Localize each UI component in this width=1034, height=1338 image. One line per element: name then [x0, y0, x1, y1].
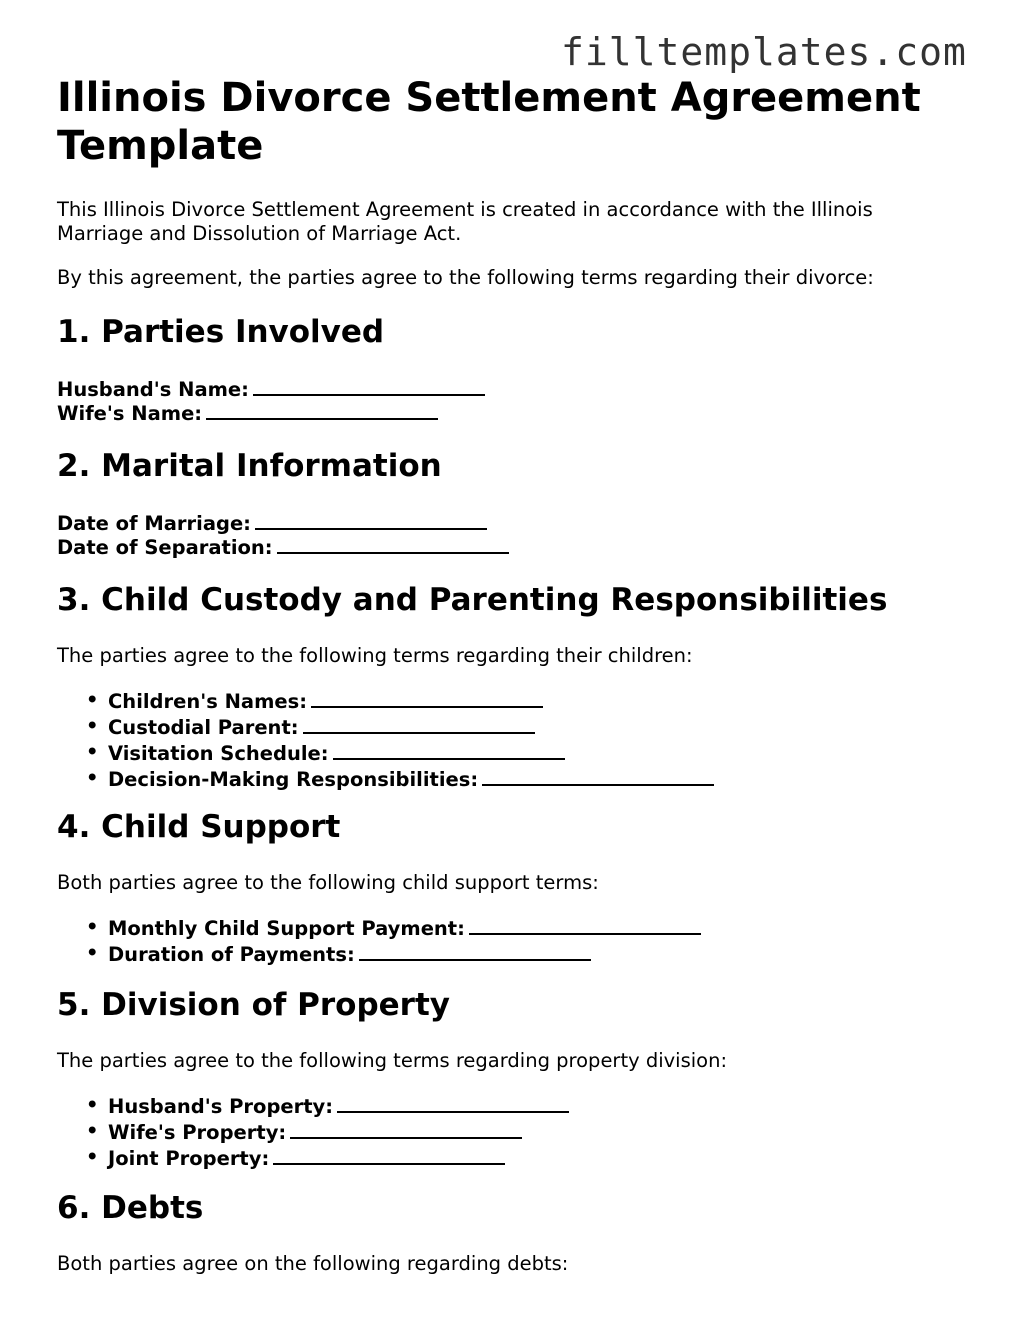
- bullet-icon: •: [86, 766, 99, 789]
- field-husband-name: [57, 376, 485, 402]
- blank-line[interactable]: [333, 740, 565, 760]
- list-item: [57, 1093, 569, 1119]
- field-label: Monthly Child Support Payment:: [108, 917, 465, 940]
- bullet-icon: •: [86, 915, 99, 938]
- blank-line[interactable]: [290, 1119, 522, 1139]
- intro-agreement-text: By this agreement, the parties agree to the following terms regarding their divorce:: [57, 266, 874, 289]
- field-label: Wife's Property:: [108, 1121, 287, 1144]
- list-item: [57, 1145, 569, 1171]
- field-label: Date of Separation:: [57, 536, 273, 559]
- blank-line[interactable]: [253, 376, 485, 396]
- bullet-icon: •: [86, 1119, 99, 1142]
- section-heading-debts: 6. Debts: [57, 1190, 204, 1226]
- bullet-icon: •: [86, 1093, 99, 1116]
- list-item: [57, 915, 701, 941]
- blank-line[interactable]: [273, 1145, 505, 1165]
- field-wife-name: [57, 400, 438, 426]
- field-date-of-marriage: [57, 510, 487, 536]
- bullet-icon: •: [86, 714, 99, 737]
- blank-line[interactable]: [255, 510, 487, 530]
- section-heading-child-support: 4. Child Support: [57, 809, 341, 845]
- field-label: Duration of Payments:: [108, 943, 355, 966]
- list-item: [57, 1119, 569, 1145]
- blank-line[interactable]: [469, 915, 701, 935]
- intro-paragraph: This Illinois Divorce Settlement Agreement is created in accordance with the Illinois Marriage and Dissolution of Marriage Act.: [57, 198, 873, 245]
- list-item: [57, 714, 714, 740]
- watermark-logo: filltemplates.com: [561, 30, 967, 74]
- field-label: Children's Names:: [108, 690, 308, 713]
- field-label: Custodial Parent:: [108, 716, 299, 739]
- field-label: Husband's Property:: [108, 1095, 334, 1118]
- section-heading-custody: 3. Child Custody and Parenting Responsibilities: [57, 582, 888, 618]
- custody-intro-text: The parties agree to the following terms regarding their children:: [57, 644, 693, 667]
- blank-line[interactable]: [359, 941, 591, 961]
- bullet-icon: •: [86, 941, 99, 964]
- property-intro-text: The parties agree to the following terms regarding property division:: [57, 1049, 728, 1072]
- blank-line[interactable]: [206, 400, 438, 420]
- blank-line[interactable]: [482, 766, 714, 786]
- blank-line[interactable]: [337, 1093, 569, 1113]
- support-field-list: [57, 915, 701, 967]
- field-label: Husband's Name:: [57, 378, 249, 401]
- document-title: Illinois Divorce Settlement Agreement Template: [57, 75, 921, 169]
- list-item: [57, 740, 714, 766]
- bullet-icon: •: [86, 740, 99, 763]
- field-label: Wife's Name:: [57, 402, 203, 425]
- field-label: Visitation Schedule:: [108, 742, 329, 765]
- section-heading-marital: 2. Marital Information: [57, 448, 442, 484]
- blank-line[interactable]: [311, 688, 543, 708]
- field-label: Joint Property:: [108, 1147, 270, 1170]
- field-date-of-separation: [57, 534, 509, 560]
- blank-line[interactable]: [303, 714, 535, 734]
- custody-field-list: [57, 688, 714, 792]
- support-intro-text: Both parties agree to the following child support terms:: [57, 871, 599, 894]
- debts-intro-text: Both parties agree on the following regarding debts:: [57, 1252, 569, 1275]
- blank-line[interactable]: [277, 534, 509, 554]
- bullet-icon: •: [86, 1145, 99, 1168]
- section-heading-property: 5. Division of Property: [57, 987, 450, 1023]
- property-field-list: [57, 1093, 569, 1171]
- list-item: [57, 941, 701, 967]
- list-item: [57, 688, 714, 714]
- list-item: [57, 766, 714, 792]
- section-heading-parties: 1. Parties Involved: [57, 314, 385, 350]
- field-label: Decision-Making Responsibilities:: [108, 768, 479, 791]
- field-label: Date of Marriage:: [57, 512, 251, 535]
- bullet-icon: •: [86, 688, 99, 711]
